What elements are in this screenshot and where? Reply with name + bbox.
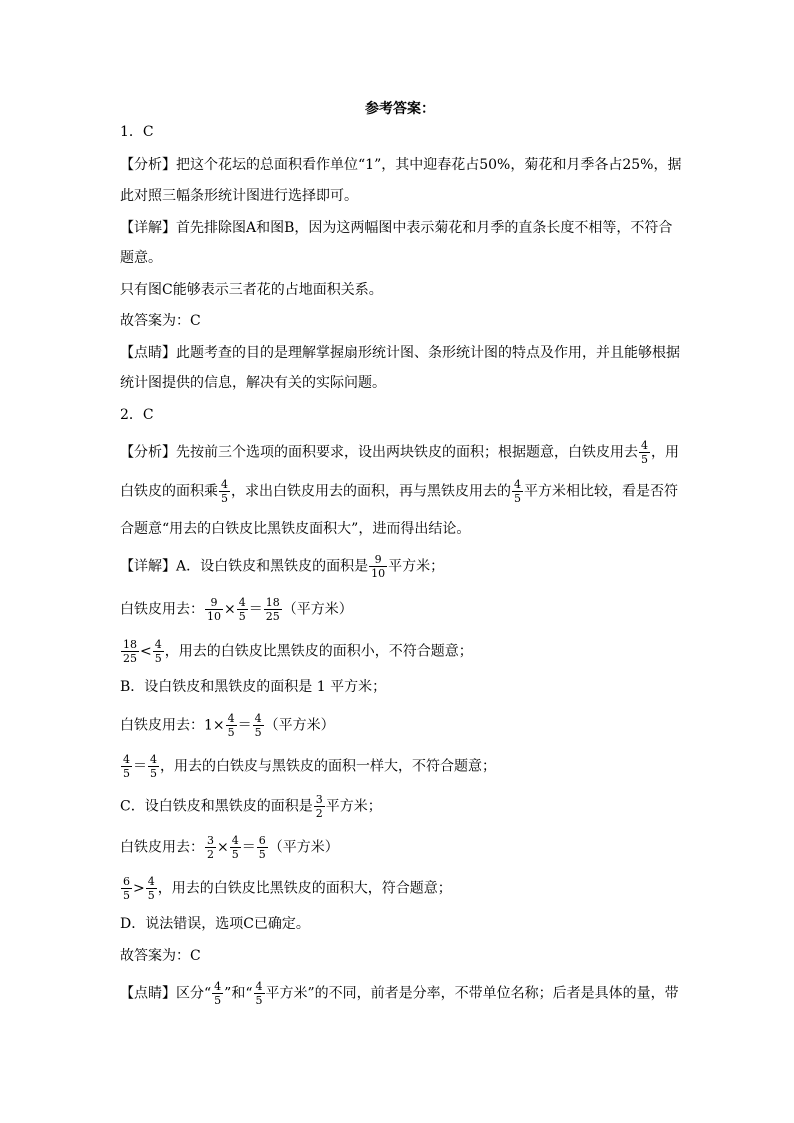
q2-comment-text: 【点睛】区分“ (120, 985, 212, 1002)
q2-option-c-text: C．设白铁皮和黑铁皮的面积是 (120, 798, 313, 815)
q2-option-c-line2 (120, 834, 339, 861)
fraction-four-fifths: $\frac{4}{5}$ (150, 753, 157, 780)
q2-analysis-text: 平方米相比较，看是否符 (524, 483, 678, 500)
q2-analysis-text: 【分析】先按前三个选项的面积要求，设出两块铁皮的面积；根据题意，白铁皮用去 (120, 444, 638, 461)
fraction-three-halves: $\frac{3}{2}$ (315, 793, 323, 820)
q2-option-a-text: 白铁皮用去： (120, 601, 204, 618)
q2-option-c-text: 白铁皮用去： (120, 839, 204, 856)
q2-option-b-text: ，用去的白铁皮与黑铁皮的面积一样大，不符合题意； (160, 758, 496, 775)
fraction-four-fifths: $\frac{4}{5}$ (221, 478, 228, 505)
q2-option-c-unit: （平方米） (268, 839, 339, 856)
page-title: 参考答案： (365, 101, 435, 117)
q2-option-c-text: ，用去的白铁皮比黑铁皮的面积大，符合题意； (157, 880, 452, 897)
q2-option-a-text: 平方米； (388, 558, 445, 575)
fraction-four-fifths: $\frac{4}{5}$ (227, 712, 235, 739)
q2-analysis-line1 (120, 439, 679, 466)
equals-sign: ＝ (248, 601, 263, 618)
equals-sign: ＝ (133, 758, 147, 775)
fraction-three-halves: $\frac{3}{2}$ (207, 834, 214, 861)
q2-analysis-text: 白铁皮的面积乘 (120, 483, 218, 500)
q2-option-a-text: 【详解】A．设白铁皮和黑铁皮的面积是 (120, 558, 369, 575)
fraction-four-fifths: $\frac{4}{5}$ (255, 980, 263, 1007)
fraction-nine-tenths: $\frac{9}{10}$ (371, 553, 386, 580)
q1-comment-line2: 统计图提供的信息，解决有关的实际问题。 (120, 375, 386, 391)
equals-sign: ＝ (241, 839, 256, 856)
q1-comment-line1: 【点睛】此题考查的目的是理解掌握扇形统计图、条形统计图的特点及作用，并且能够根据 (120, 345, 680, 361)
fraction-six-fifths: $\frac{6}{5}$ (123, 875, 130, 902)
q2-analysis-text: ，求出白铁皮用去的面积，再与黑铁皮用去的 (231, 483, 511, 500)
q2-number: 2．C (120, 407, 154, 423)
q1-detail-line3: 只有图C能够表示三者花的占地面积关系。 (120, 282, 383, 298)
q2-option-a-unit: （平方米） (282, 601, 353, 618)
fraction-four-fifths: $\frac{4}{5}$ (147, 875, 155, 902)
fraction-six-fifths: $\frac{6}{5}$ (258, 834, 266, 861)
fraction-four-fifths: $\frac{4}{5}$ (154, 638, 162, 665)
fraction-four-fifths: $\frac{4}{5}$ (514, 478, 521, 505)
q2-option-c-line1 (120, 793, 382, 820)
q2-comment-line1 (120, 980, 679, 1007)
fraction-nine-tenths: $\frac{9}{10}$ (207, 596, 221, 623)
q1-analysis-line2: 此对照三幅条形统计图进行选择即可。 (120, 188, 358, 204)
q1-answer: 故答案为：C (120, 313, 201, 329)
q2-option-a-line2 (120, 596, 353, 623)
q2-analysis-text: ，用 (651, 444, 679, 461)
q2-option-b-line1: B．设白铁皮和黑铁皮的面积是 1 平方米； (120, 679, 387, 695)
q2-option-b-line3 (120, 753, 496, 780)
q2-option-a-line1 (120, 553, 444, 580)
equals-sign: ＝ (237, 717, 252, 734)
q2-option-a-text: ，用去的白铁皮比黑铁皮的面积小，不符合题意； (164, 643, 473, 660)
q2-answer: 故答案为：C (120, 948, 201, 964)
q2-option-b-text: 白铁皮用去：1× (120, 717, 225, 734)
fraction-four-fifths: $\frac{4}{5}$ (214, 980, 222, 1007)
q1-detail-line2: 题意。 (120, 250, 162, 266)
q1-detail-line1: 【详解】首先排除图A和图B，因为这两幅图中表示菊花和月季的直条长度不相等，不符合 (120, 220, 673, 236)
q1-number: 1．C (120, 124, 154, 140)
q2-option-c-text: 平方米； (325, 798, 382, 815)
fraction-eighteen-25: $\frac{18}{25}$ (123, 638, 137, 665)
greater-than-sign: > (133, 880, 145, 897)
times-sign: × (217, 839, 229, 856)
q2-option-c-line3 (120, 875, 452, 902)
q2-comment-text: 平方米”的不同，前者是分率，不带单位名称；后者是具体的量，带 (265, 985, 679, 1002)
fraction-eighteen-25: $\frac{18}{25}$ (265, 596, 280, 623)
fraction-four-fifths: $\frac{4}{5}$ (238, 596, 246, 623)
fraction-four-fifths: $\frac{4}{5}$ (231, 834, 239, 861)
fraction-four-fifths: $\frac{4}{5}$ (641, 439, 648, 466)
fraction-four-fifths: $\frac{4}{5}$ (254, 712, 262, 739)
times-sign: × (224, 601, 236, 618)
q2-comment-text: ”和“ (224, 985, 253, 1002)
q1-analysis-line1: 【分析】把这个花坛的总面积看作单位“1”，其中迎春花占50%，菊花和月季各占25%，据 (120, 157, 682, 173)
q2-option-a-line3 (120, 638, 473, 665)
q2-analysis-line2 (120, 478, 678, 505)
fraction-four-fifths: $\frac{4}{5}$ (123, 753, 130, 780)
q2-option-b-line2 (120, 712, 335, 739)
q2-analysis-line3: 合题意“用去的白铁皮比黑铁皮面积大”，进而得出结论。 (120, 521, 471, 537)
q2-option-d: D．说法错误，选项C已确定。 (120, 916, 310, 932)
q2-option-b-unit: （平方米） (264, 717, 335, 734)
less-than-sign: < (140, 643, 152, 660)
